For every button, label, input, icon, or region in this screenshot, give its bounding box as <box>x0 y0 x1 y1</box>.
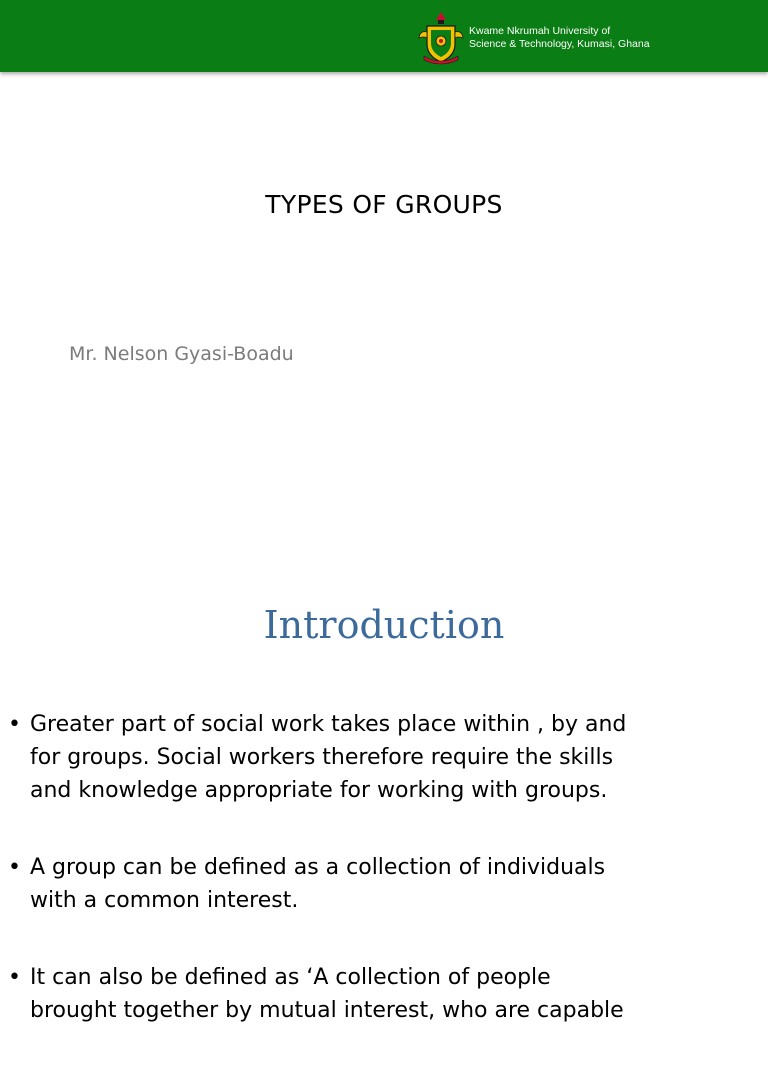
bullet-text <box>30 708 730 807</box>
header-bar <box>0 0 768 72</box>
bullet-mark: • <box>8 855 21 880</box>
bullet-mark: • <box>8 712 21 737</box>
knust-crest-icon <box>418 10 464 66</box>
bullet-line: A group can be defined as a collection of individuals <box>30 855 606 880</box>
bullet-text <box>30 961 730 1027</box>
section-title: Introduction <box>263 603 505 647</box>
university-name-line1: Kwame Nkrumah University of <box>469 25 611 37</box>
bullet-line: with a common interest. <box>30 888 299 913</box>
bullet-item <box>0 708 730 807</box>
bullet-list <box>0 708 768 1071</box>
bullet-text <box>30 851 730 917</box>
bullet-item <box>0 961 730 1027</box>
bullet-line: brought together by mutual interest, who are capable <box>30 998 624 1023</box>
bullet-line: Greater part of social work takes place within , by and <box>30 712 627 737</box>
bullet-item <box>0 851 730 917</box>
bullet-line: It can also be defined as ‘A collection of people <box>30 965 551 990</box>
bullet-line: for groups. Social workers therefore require the skills <box>30 745 614 770</box>
bullet-line: and knowledge appropriate for working with groups. <box>30 778 608 803</box>
university-name-line2: Science & Technology, Kumasi, Ghana <box>469 38 650 50</box>
presenter-name: Mr. Nelson Gyasi-Boadu <box>69 343 294 365</box>
slide-title: TYPES OF GROUPS <box>265 190 503 219</box>
university-name <box>469 25 650 51</box>
bullet-mark: • <box>8 965 21 990</box>
